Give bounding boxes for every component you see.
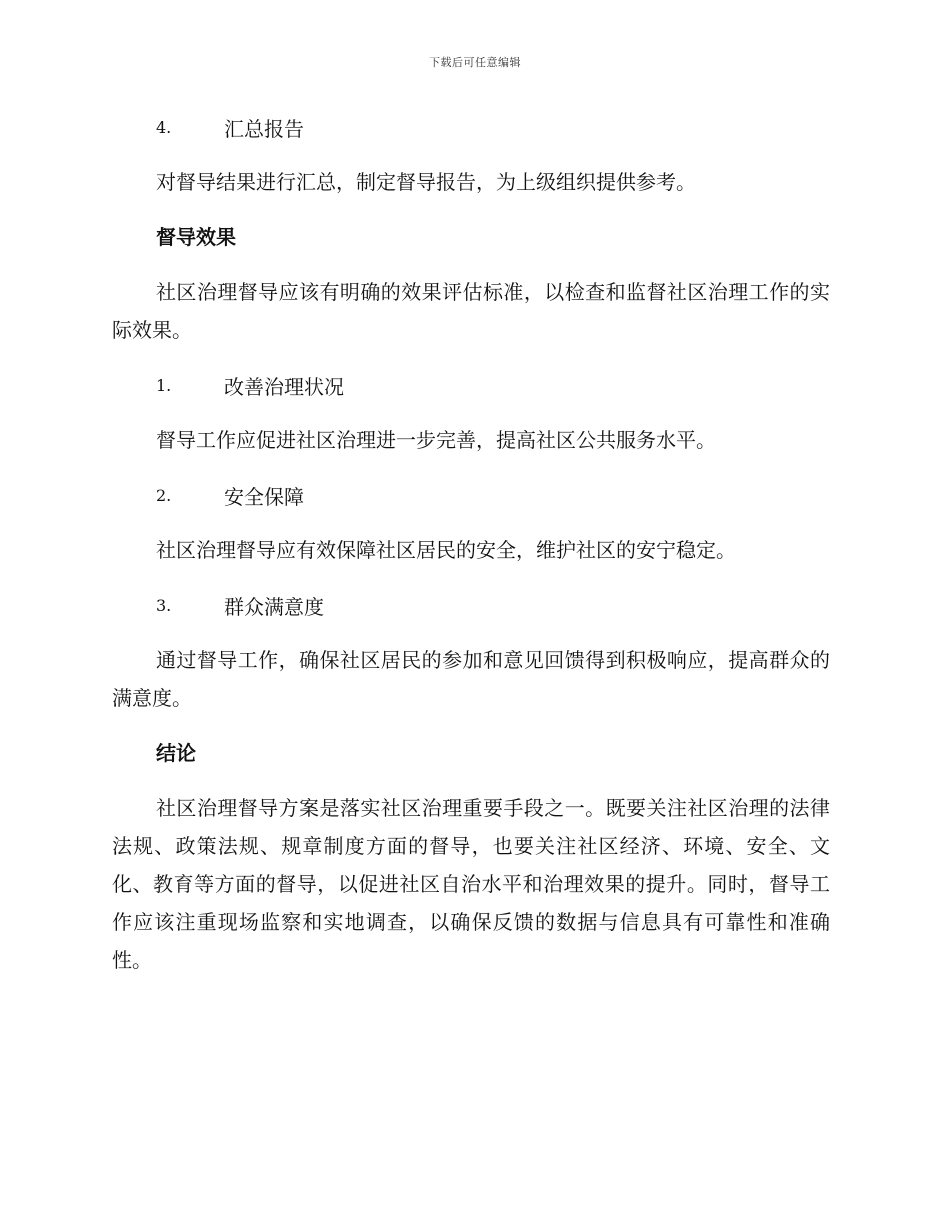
document-body <box>112 108 830 996</box>
list-item-1 <box>112 366 830 404</box>
paragraph-effect-intro: 社区治理督导应该有明确的效果评估标准，以检查和监督社区治理工作的实际效果。 <box>112 280 830 342</box>
list-number: 2. <box>156 485 172 505</box>
list-number: 3. <box>156 595 172 615</box>
list-label: 安全保障 <box>224 484 304 509</box>
paragraph-safety: 社区治理督导应有效保障社区居民的安全，维护社区的安宁稳定。 <box>156 538 736 562</box>
list-label: 改善治理状况 <box>224 374 344 399</box>
list-item-2 <box>112 476 830 514</box>
list-item-4 <box>112 108 830 146</box>
paragraph-conclusion: 社区治理督导方案是落实社区治理重要手段之一。既要关注社区治理的法律法规、政策法规、规章制度方面的督导，也要关注社区经济、环境、安全、文化、教育等方面的督导，以促进社区自治水平和治理效果的提升。同时，督导工作应该注重现场监察和实地调查，以确保反馈的数据与信息具有可靠性和准确性。 <box>112 796 830 972</box>
paragraph-satisfaction: 通过督导工作，确保社区居民的参加和意见回馈得到积极响应，提高群众的满意度。 <box>112 648 830 710</box>
list-number: 1. <box>156 375 172 395</box>
list-label: 群众满意度 <box>224 594 324 619</box>
paragraph-summary-report: 对督导结果进行汇总，制定督导报告，为上级组织提供参考。 <box>156 170 696 194</box>
header-note: 下载后可任意编辑 <box>429 56 521 69</box>
list-number: 4. <box>156 117 172 137</box>
list-item-3 <box>112 586 830 624</box>
section-heading-effect: 督导效果 <box>156 225 236 249</box>
paragraph-improve-governance: 督导工作应促进社区治理进一步完善，提高社区公共服务水平。 <box>156 428 716 452</box>
section-heading-conclusion: 结论 <box>156 741 196 765</box>
list-label: 汇总报告 <box>224 116 304 141</box>
